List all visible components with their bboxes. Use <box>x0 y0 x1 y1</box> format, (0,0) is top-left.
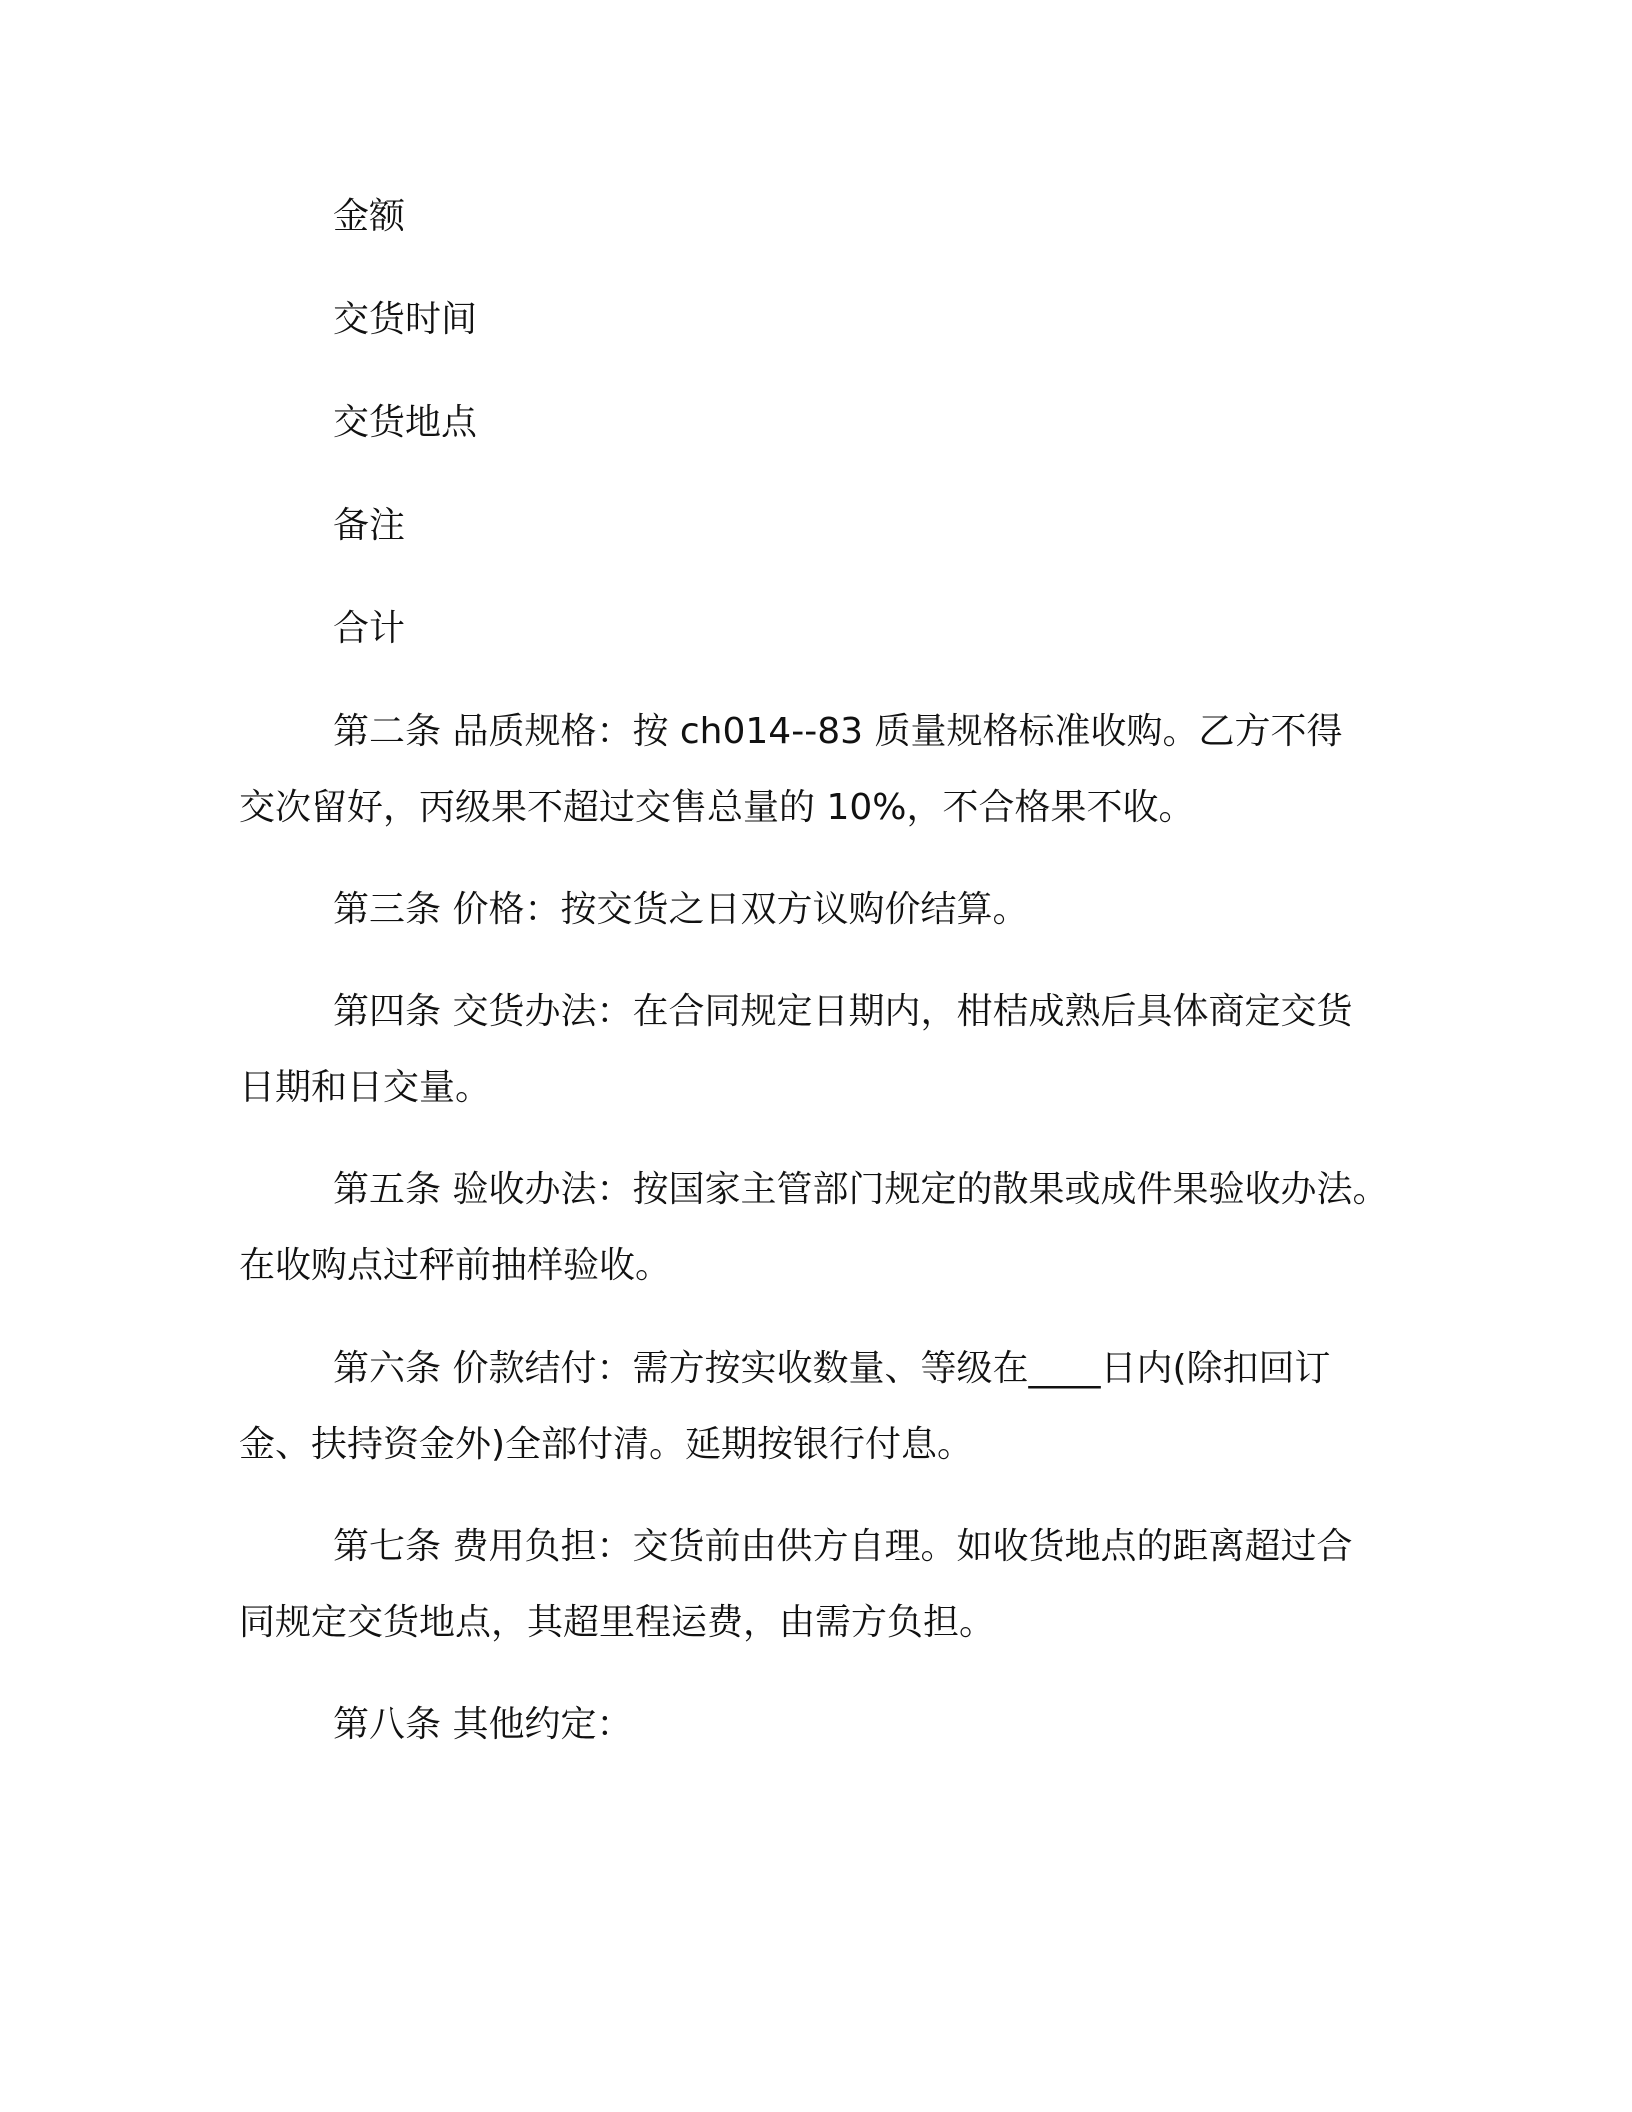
clause-7-line-2: 同规定交货地点，其超里程运费，由需方负担。 <box>239 1602 996 1643</box>
clause-3-line-1: 第三条 价格：按交货之日双方议购价结算。 <box>333 889 1029 930</box>
clause-2-line-2: 交次留好，丙级果不超过交售总量的 10%，不合格果不收。 <box>239 787 1195 828</box>
table-row-label-delivery-time: 交货时间 <box>333 299 478 340</box>
clause-4-line-1: 第四条 交货办法：在合同规定日期内，柑桔成熟后具体商定交货 <box>333 991 1353 1032</box>
clause-4-line-2: 日期和日交量。 <box>239 1067 492 1108</box>
clause-7-line-1: 第七条 费用负担：交货前由供方自理。如收货地点的距离超过合 <box>333 1526 1353 1567</box>
table-row-label-amount: 金额 <box>333 196 406 237</box>
table-row-label-delivery-place: 交货地点 <box>333 402 478 443</box>
clause-6-line-1: 第六条 价款结付：需方按实收数量、等级在____日内(除扣回订 <box>333 1348 1331 1389</box>
table-row-label-total: 合计 <box>333 608 406 649</box>
clause-2-line-1: 第二条 品质规格：按 ch014--83 质量规格标准收购。乙方不得 <box>333 711 1343 752</box>
clause-6-line-2: 金、扶持资金外)全部付清。延期按银行付息。 <box>239 1424 974 1465</box>
table-row-label-remarks: 备注 <box>333 505 406 546</box>
clause-8-line-1: 第八条 其他约定： <box>333 1704 633 1745</box>
clause-5-line-2: 在收购点过秤前抽样验收。 <box>239 1245 672 1286</box>
clause-5-line-1: 第五条 验收办法：按国家主管部门规定的散果或成件果验收办法。 <box>333 1169 1389 1210</box>
